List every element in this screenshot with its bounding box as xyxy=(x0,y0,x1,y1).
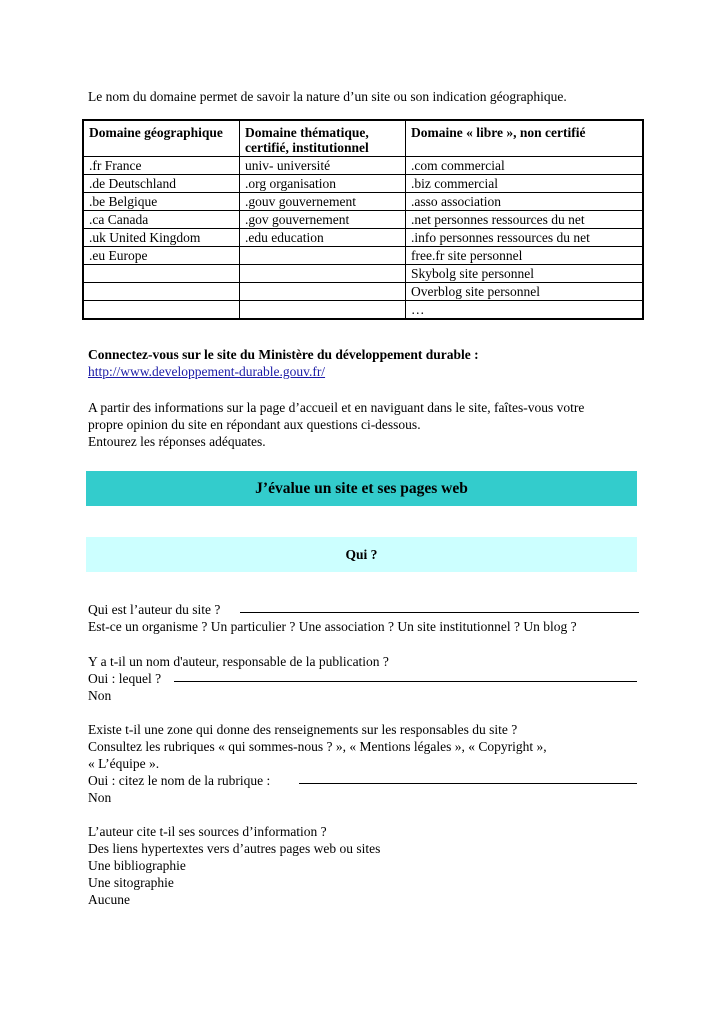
question-hint-line-2: « L’équipe ». xyxy=(88,756,160,771)
question-author-name: Y a t-il un nom d'auteur, responsable de la publication ? xyxy=(88,654,389,669)
table-cell: … xyxy=(406,301,644,320)
table-row xyxy=(83,193,643,211)
table-cell: .be Belgique xyxy=(83,193,240,211)
ministry-link[interactable]: http://www.developpement-durable.gouv.fr/ xyxy=(88,364,326,379)
answer-no[interactable]: Non xyxy=(88,688,112,703)
table-cell xyxy=(240,247,406,265)
table-row xyxy=(83,229,643,247)
section-title: Qui ? xyxy=(345,546,378,562)
table-cell xyxy=(240,301,406,320)
instructions-line-2: propre opinion du site en répondant aux questions ci-dessous. xyxy=(88,417,421,432)
table-row xyxy=(83,175,643,193)
instructions-line-3: Entourez les réponses adéquates. xyxy=(88,434,266,449)
table-cell: free.fr site personnel xyxy=(406,247,644,265)
instructions-line-1: A partir des informations sur la page d’accueil et en naviguant dans le site, faîtes-vous votre xyxy=(88,400,585,415)
table-cell xyxy=(240,265,406,283)
table-cell: Overblog site personnel xyxy=(406,283,644,301)
banner-title: J’évalue un site et ses pages web xyxy=(255,479,468,497)
question-responsible-zone: Existe t-il une zone qui donne des renseignements sur les responsables du site ? xyxy=(88,722,518,737)
table-row xyxy=(83,265,643,283)
answer-line-author-name[interactable] xyxy=(174,681,637,682)
table-cell: .gov gouvernement xyxy=(240,211,406,229)
table-cell: .biz commercial xyxy=(406,175,644,193)
table-row xyxy=(83,283,643,301)
table-cell: .net personnes ressources du net xyxy=(406,211,644,229)
answer-no[interactable]: Non xyxy=(88,790,112,805)
header-geographic: Domaine géographique xyxy=(83,120,240,157)
table-cell xyxy=(83,265,240,283)
header-thematic: Domaine thématique, certifié, institutionnel xyxy=(240,120,406,157)
question-author: Qui est l’auteur du site ? xyxy=(88,602,221,617)
domains-table xyxy=(82,119,644,320)
table-row xyxy=(83,301,643,320)
table-cell: Skybolg site personnel xyxy=(406,265,644,283)
option-bibliography[interactable]: Une bibliographie xyxy=(88,858,186,873)
option-hyperlinks[interactable]: Des liens hypertextes vers d’autres pages web ou sites xyxy=(88,841,381,856)
table-row xyxy=(83,247,643,265)
table-header-row xyxy=(83,120,643,157)
answer-line-author[interactable] xyxy=(240,612,639,613)
table-cell xyxy=(83,283,240,301)
table-cell: .eu Europe xyxy=(83,247,240,265)
option-none[interactable]: Aucune xyxy=(88,892,130,907)
table-cell: univ- université xyxy=(240,157,406,175)
evaluation-banner xyxy=(86,471,637,506)
table-cell: .com commercial xyxy=(406,157,644,175)
table-cell: .fr France xyxy=(83,157,240,175)
table-cell xyxy=(240,283,406,301)
intro-text: Le nom du domaine permet de savoir la nature d’un site ou son indication géographique. xyxy=(88,89,567,104)
table-row xyxy=(83,211,643,229)
table-cell: .edu education xyxy=(240,229,406,247)
answer-line-section-name[interactable] xyxy=(299,783,637,784)
table-cell xyxy=(83,301,240,320)
answer-yes-which[interactable]: Oui : lequel ? xyxy=(88,671,162,686)
question-hint-line-1: Consultez les rubriques « qui sommes-nous ? », « Mentions légales », « Copyright », xyxy=(88,739,547,754)
table-cell: .gouv gouvernement xyxy=(240,193,406,211)
connect-heading: Connectez-vous sur le site du Ministère du développement durable : xyxy=(88,347,479,362)
table-cell: .uk United Kingdom xyxy=(83,229,240,247)
table-row xyxy=(83,157,643,175)
header-free: Domaine « libre », non certifié xyxy=(406,120,644,157)
table-cell: .org organisation xyxy=(240,175,406,193)
question-sources: L’auteur cite t-il ses sources d’information ? xyxy=(88,824,327,839)
table-cell: .asso association xyxy=(406,193,644,211)
question-author-options[interactable]: Est-ce un organisme ? Un particulier ? Une association ? Un site institutionnel ? Un blog ? xyxy=(88,619,577,634)
table-cell: .de Deutschland xyxy=(83,175,240,193)
table-cell: .ca Canada xyxy=(83,211,240,229)
answer-yes-section-name[interactable]: Oui : citez le nom de la rubrique : xyxy=(88,773,271,788)
option-sitography[interactable]: Une sitographie xyxy=(88,875,174,890)
section-banner-qui xyxy=(86,537,637,572)
table-cell: .info personnes ressources du net xyxy=(406,229,644,247)
